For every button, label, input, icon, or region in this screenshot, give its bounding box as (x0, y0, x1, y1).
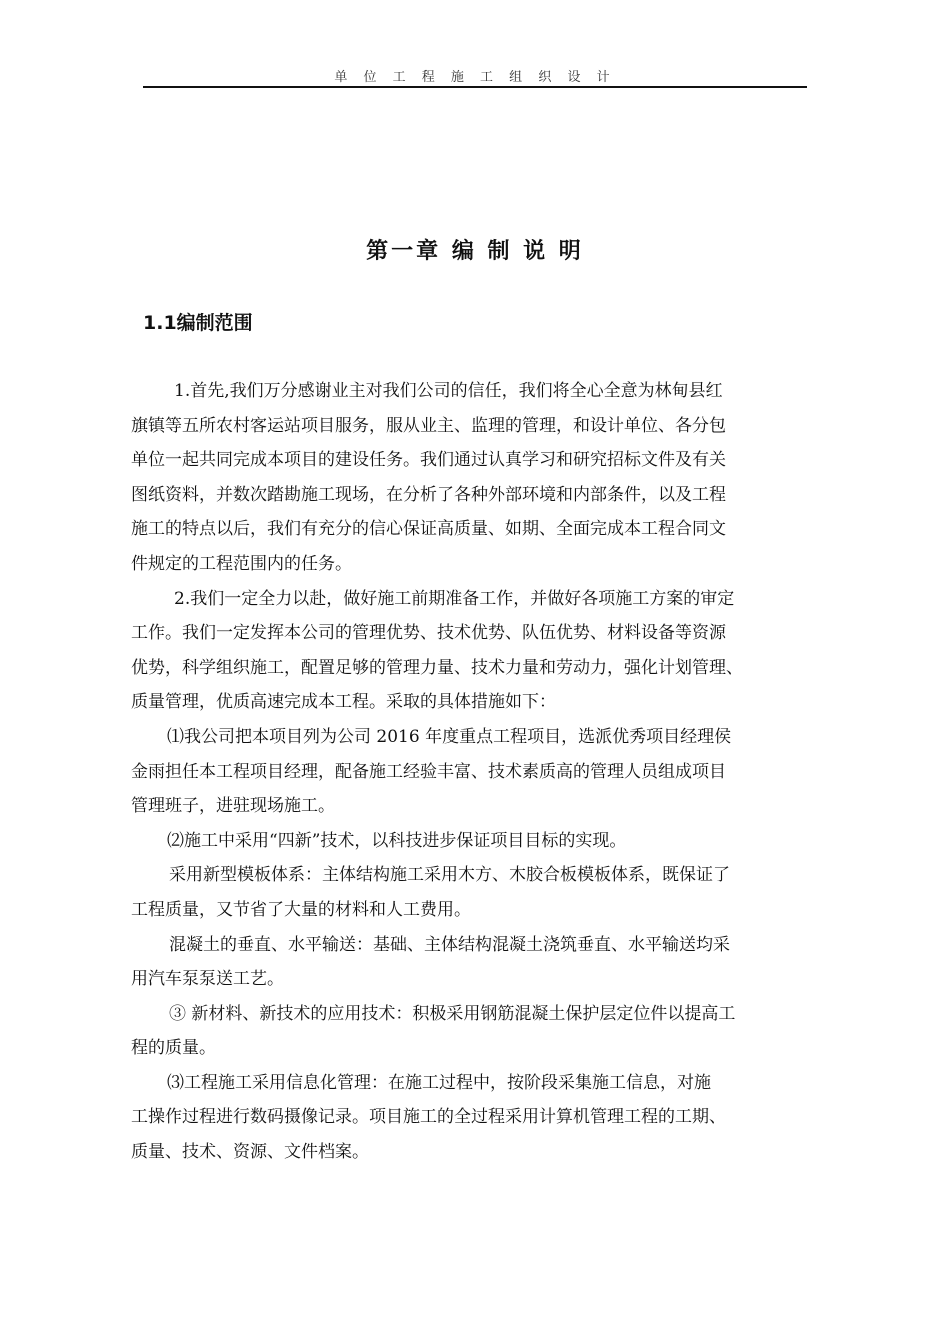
paragraph-new-materials: ③ 新材料、新技术的应用技术：积极采用钢筋混凝土保护层定位件以提高工 程的质量。 (131, 1003, 736, 1059)
paragraph-measure-1: ⑴我公司把本项目列为公司 2016 年度重点工程项目，选派优秀项目经理侯 金雨担任本工程项目经理，配备施工经验丰富、技术素质高的管理人员组成项目 管理班子，进驻现场施工。 (131, 726, 732, 817)
paragraph-measure-3: ⑶工程施工采用信息化管理：在施工过程中，按阶段采集施工信息，对施 工操作过程进行数码摄像记录。项目施工的全过程采用计算机管理工程的工期、 质量、技术、资源、文件档案。 (131, 1072, 726, 1163)
paragraph-1: 1.首先,我们万分感谢业主对我们公司的信任，我们将全心全意为林甸县红 旗镇等五所农村客运站项目服务，服从业主、监理的管理，和设计单位、各分包 单位一起共同完成本项目的建设任务。我们通过认真学习和研究招标文件及有关 图纸资料，并数次踏勘施工现场，在分析了各种外部环境和内部条件，以及工程 施工的特点以后，我们有充分的信心保证高质量、如期、全面完成本工程合同文 件规定的工程范围内的任务。 (131, 381, 726, 574)
page-header: 单 位 工 程 施 工 组 织 设 计 (334, 70, 616, 85)
paragraph-formwork: 采用新型模板体系：主体结构施工采用木方、木胶合板模板体系，既保证了 工程质量，又节省了大量的材料和人工费用。 (131, 865, 730, 920)
body-text (131, 374, 821, 1170)
paragraph-measure-2: ⑵施工中采用“四新”技术，以科技进步保证项目目标的实现。 (167, 830, 627, 851)
header-rule (143, 86, 807, 88)
chapter-title: 第一章 编 制 说 明 (366, 239, 584, 264)
section-title: 1.1编制范围 (143, 312, 253, 334)
paragraph-2: 2.我们一定全力以赴，做好施工前期准备工作，并做好各项施工方案的审定 工作。我们一定发挥本公司的管理优势、技术优势、队伍优势、材料设备等资源 优势，科学组织施工，配置足够的管理力量、技术力量和劳动力，强化计划管理、 质量管理，优质高速完成本工程。采取的具体措施如下： (131, 588, 743, 713)
paragraph-concrete: 混凝土的垂直、水平输送：基础、主体结构混凝土浇筑垂直、水平输送均采 用汽车泵泵送工艺。 (131, 934, 730, 990)
